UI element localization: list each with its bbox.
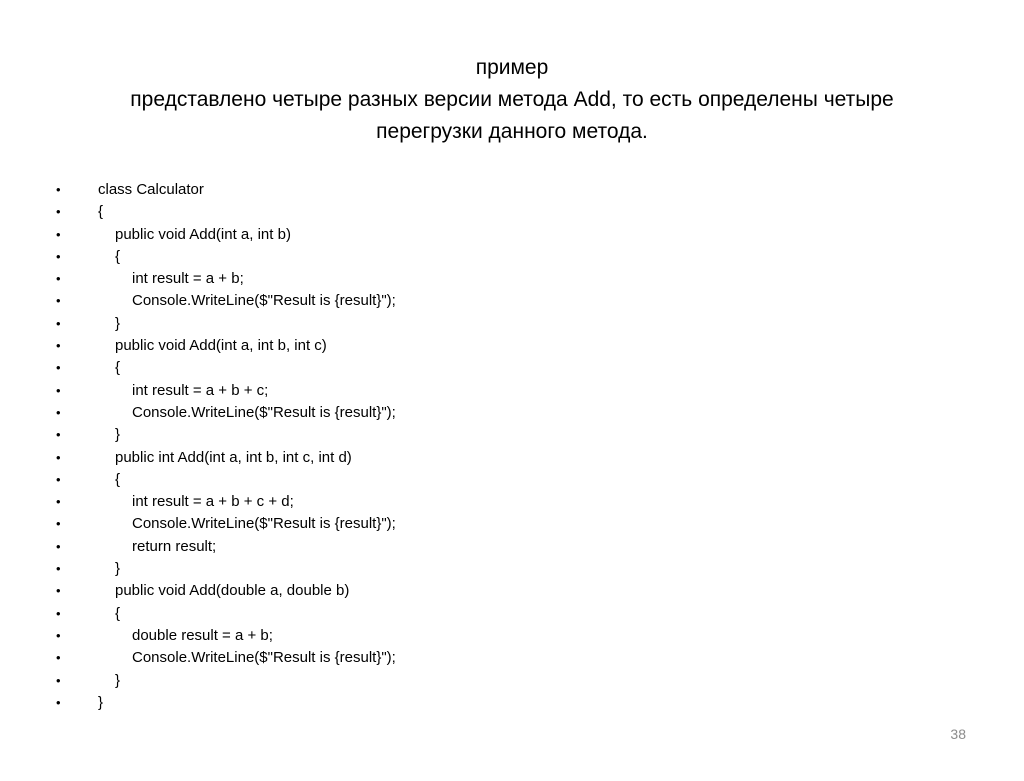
code-line-2 (56, 201, 104, 223)
bullet-icon: • (56, 627, 61, 643)
code-text: class Calculator (98, 181, 204, 198)
bullet-icon: • (56, 315, 61, 331)
code-text: double result = a + b; (132, 626, 273, 644)
code-line-17 (56, 536, 217, 558)
bullet-icon: • (56, 226, 61, 242)
bullet-icon: • (56, 404, 61, 420)
code-line-18 (56, 558, 121, 580)
code-text: } (98, 693, 104, 711)
code-text: Console.WriteLine($"Result is {result}"); (132, 292, 396, 310)
slide-title (60, 52, 964, 148)
bullet-icon: • (56, 605, 61, 621)
code-text: int result = a + b; (132, 270, 244, 288)
bullet-icon: • (56, 427, 61, 443)
code-line-4 (56, 246, 121, 268)
code-line-1 (56, 179, 204, 201)
code-line-8 (56, 335, 327, 357)
bullet-icon: • (56, 672, 61, 688)
bullet-icon: • (56, 338, 61, 354)
code-text: } (115, 671, 121, 689)
code-line-12 (56, 424, 121, 446)
code-line-15 (56, 491, 294, 513)
code-text: { (115, 604, 121, 622)
code-line-23 (56, 670, 121, 692)
code-line-3 (56, 224, 291, 246)
bullet-icon: • (56, 248, 61, 264)
page-number: 38 (950, 726, 966, 742)
code-text: { (98, 203, 104, 221)
bullet-icon: • (56, 471, 61, 487)
code-text: public int Add(int a, int b, int c, int d) (115, 448, 352, 466)
code-line-7 (56, 313, 121, 335)
code-text: { (115, 359, 121, 377)
code-line-5 (56, 268, 244, 290)
code-bullet-list (56, 179, 396, 714)
bullet-icon: • (56, 494, 61, 510)
code-line-16 (56, 513, 396, 535)
bullet-icon: • (56, 561, 61, 577)
code-text: } (115, 426, 121, 444)
code-line-6 (56, 290, 396, 312)
code-text: { (115, 470, 121, 488)
bullet-icon: • (56, 650, 61, 666)
code-text: { (115, 247, 121, 265)
bullet-icon: • (56, 271, 61, 287)
code-text: Console.WriteLine($"Result is {result}"); (132, 649, 396, 667)
bullet-icon: • (56, 382, 61, 398)
code-text: Console.WriteLine($"Result is {result}"); (132, 515, 396, 533)
code-text: } (115, 560, 121, 578)
code-text: int result = a + b + c; (132, 381, 269, 399)
bullet-icon: • (56, 694, 61, 710)
code-line-22 (56, 647, 396, 669)
code-text: public void Add(int a, int b) (115, 225, 291, 243)
title-line-1: пример (475, 56, 549, 79)
title-line-3: перегрузки данного метода. (376, 120, 648, 143)
bullet-icon: • (56, 516, 61, 532)
code-line-11 (56, 402, 396, 424)
code-text: public void Add(int a, int b, int c) (115, 337, 327, 355)
code-text: int result = a + b + c + d; (132, 493, 294, 511)
code-line-24 (56, 692, 104, 714)
code-line-20 (56, 603, 121, 625)
title-line-2: представлено четыре разных версии метода Add, то есть определены четыре (130, 88, 894, 111)
code-line-21 (56, 625, 273, 647)
code-line-10 (56, 380, 269, 402)
bullet-icon: • (56, 538, 61, 554)
bullet-icon: • (56, 360, 61, 376)
code-line-19 (56, 580, 350, 602)
bullet-icon: • (56, 583, 61, 599)
bullet-icon: • (56, 204, 61, 220)
code-text: return result; (132, 537, 217, 555)
bullet-icon: • (56, 449, 61, 465)
code-text: } (115, 314, 121, 332)
bullet-icon: • (56, 293, 61, 309)
code-text: public void Add(double a, double b) (115, 582, 350, 600)
code-text: Console.WriteLine($"Result is {result}"); (132, 403, 396, 421)
code-line-13 (56, 447, 352, 469)
code-line-9 (56, 357, 121, 379)
bullet-icon: • (56, 182, 61, 197)
code-line-14 (56, 469, 121, 491)
